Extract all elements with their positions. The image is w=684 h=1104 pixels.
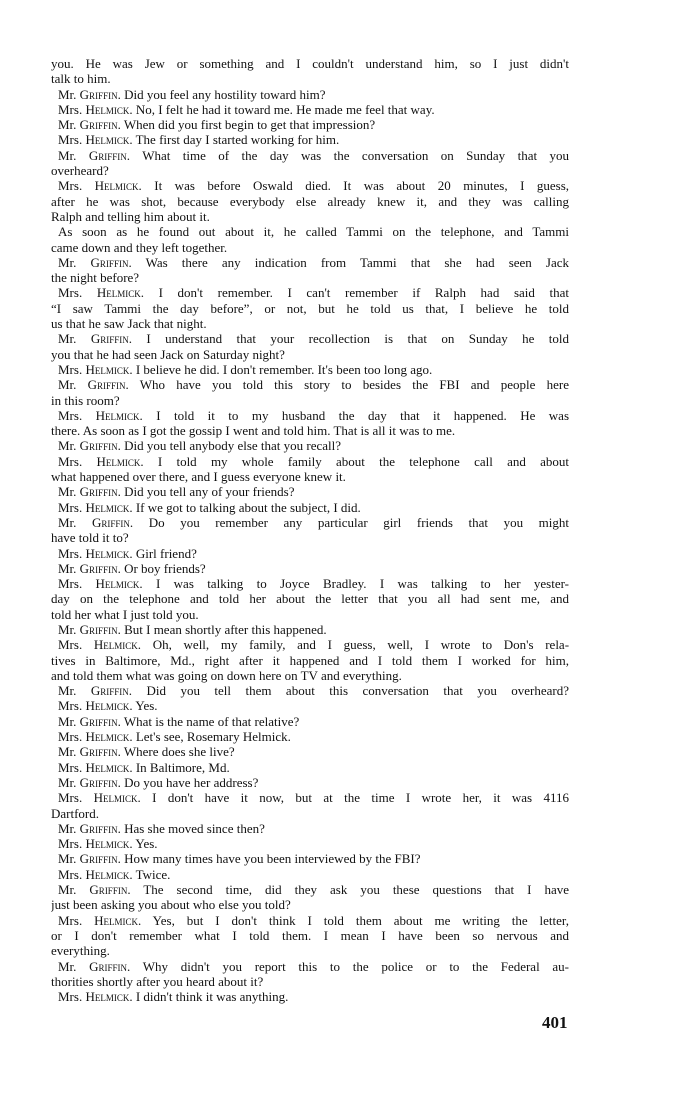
- testimony-paragraph: [51, 408, 569, 439]
- line-text: Oh, well, my family, and I guess, well, I wrote to Don's rela-: [152, 637, 569, 653]
- testimony-paragraph: [51, 561, 569, 576]
- line-text: Where does she live?: [123, 744, 235, 760]
- text-line: [51, 515, 569, 530]
- text-line: [51, 698, 569, 713]
- line-text: in this room?: [51, 392, 120, 408]
- speaker-title: Mrs.: [58, 866, 83, 882]
- speaker-name: Helmick.: [96, 453, 144, 469]
- testimony-paragraph: [51, 622, 569, 637]
- testimony-paragraph: [51, 576, 569, 622]
- testimony-paragraph: [51, 148, 569, 179]
- paragraph: [51, 224, 569, 255]
- line-text: Yes.: [135, 836, 158, 852]
- speaker-name: Griffin.: [90, 254, 132, 270]
- text-line: [51, 928, 569, 943]
- speaker-title: Mr.: [58, 560, 77, 576]
- line-text: came down and they left together.: [51, 239, 228, 255]
- line-text: Twice.: [135, 866, 171, 882]
- line-text: Why didn't you report this to the police or to the Federal au-: [142, 958, 569, 974]
- text-line: [51, 607, 569, 622]
- text-line: [51, 87, 569, 102]
- line-text: The second time, did they ask you these questions that I have: [143, 882, 569, 898]
- line-text: Did you tell them about this conversation that you overheard?: [146, 683, 569, 699]
- speaker-name: Helmick.: [93, 790, 141, 806]
- speaker-title: Mr.: [58, 851, 77, 867]
- testimony-paragraph: [51, 683, 569, 698]
- line-text: I told it to my husband the day that it happened. He was: [156, 407, 569, 423]
- line-text: talk to him.: [51, 71, 111, 87]
- speaker-title: Mr.: [58, 331, 77, 347]
- line-text: I don't have it now, but at the time I wrote her, it was 4116: [152, 790, 569, 806]
- speaker-name: Griffin.: [79, 484, 121, 500]
- line-text: Let's see, Rosemary Helmick.: [135, 729, 291, 745]
- speaker-title: Mrs.: [58, 132, 83, 148]
- line-text: Who have you told this story to besides the FBI and people here: [139, 377, 569, 393]
- speaker-name: Griffin.: [92, 514, 134, 530]
- text-line: [51, 117, 569, 132]
- testimony-paragraph: [51, 285, 569, 331]
- text-line: [51, 897, 569, 912]
- line-text: thorities shortly after you heard about it?: [51, 973, 264, 989]
- line-text: you. He was Jew or something and I couldn't understand him, so I just didn't: [51, 56, 569, 71]
- line-text: Yes.: [135, 698, 158, 714]
- testimony-paragraph: [51, 851, 569, 866]
- line-text: “I saw Tammi the day before”, or not, but he told us that, I believe he told: [51, 300, 569, 316]
- line-text: I told my whole family about the telephone call and about: [157, 453, 569, 469]
- text-line: [51, 974, 569, 989]
- line-text: It was before Oswald died. It was about 20 minutes, I guess,: [154, 178, 569, 194]
- speaker-name: Helmick.: [94, 178, 142, 194]
- speaker-name: Griffin.: [79, 774, 121, 790]
- text-line: [51, 882, 569, 897]
- line-text: If we got to talking about the subject, I did.: [135, 499, 361, 515]
- speaker-name: Helmick.: [85, 989, 133, 1005]
- line-text: Did you tell any of your friends?: [124, 484, 295, 500]
- speaker-title: Mr.: [58, 744, 77, 760]
- testimony-paragraph: [51, 546, 569, 561]
- line-text: I believe he did. I don't remember. It's been too long ago.: [135, 361, 433, 377]
- text-line: [51, 377, 569, 392]
- text-line: [51, 729, 569, 744]
- speaker-title: Mrs.: [58, 698, 83, 714]
- speaker-name: Helmick.: [85, 361, 133, 377]
- text-line: [51, 760, 569, 775]
- testimony-paragraph: [51, 500, 569, 515]
- speaker-name: Helmick.: [85, 729, 133, 745]
- speaker-name: Griffin.: [79, 820, 121, 836]
- speaker-name: Helmick.: [96, 285, 144, 301]
- testimony-paragraph: [51, 454, 569, 485]
- speaker-title: Mrs.: [58, 178, 83, 194]
- text-line: [51, 637, 569, 652]
- line-text: day on the telephone and told her about the letter that you all had sent me, and: [51, 591, 569, 607]
- speaker-title: Mr.: [58, 774, 77, 790]
- text-line: [51, 301, 569, 316]
- testimony-paragraph: [51, 882, 569, 913]
- testimony-paragraph: [51, 698, 569, 713]
- line-text: No, I felt he had it toward me. He made me feel that way.: [135, 101, 435, 117]
- text-line: [51, 331, 569, 346]
- text-line: [51, 316, 569, 331]
- text-line: [51, 408, 569, 423]
- line-text: The first day I started working for him.: [135, 132, 340, 148]
- text-line: [51, 240, 569, 255]
- speaker-title: Mr.: [58, 484, 77, 500]
- text-line: [51, 959, 569, 974]
- line-text: Do you have her address?: [124, 774, 259, 790]
- speaker-title: Mr.: [58, 621, 77, 637]
- line-text: Or boy friends?: [124, 560, 206, 576]
- line-text: I was talking to Joyce Bradley. I was talking to her yester-: [156, 576, 569, 592]
- text-line: [51, 163, 569, 178]
- testimony-paragraph: [51, 515, 569, 546]
- speaker-title: Mrs.: [58, 545, 83, 561]
- speaker-name: Helmick.: [85, 698, 133, 714]
- speaker-name: Griffin.: [79, 438, 121, 454]
- text-line: [51, 622, 569, 637]
- text-line: [51, 806, 569, 821]
- speaker-name: Griffin.: [79, 560, 121, 576]
- testimony-paragraph: [51, 117, 569, 132]
- testimony-paragraph: [51, 637, 569, 683]
- speaker-name: Griffin.: [79, 117, 121, 133]
- text-line: [51, 653, 569, 668]
- speaker-title: Mrs.: [58, 989, 83, 1005]
- speaker-title: Mr.: [58, 713, 77, 729]
- text-line: [51, 867, 569, 882]
- line-text: How many times have you been interviewed by the FBI?: [124, 851, 421, 867]
- text-line: [51, 454, 569, 469]
- line-text: Do you remember any particular girl friends that you might: [148, 514, 569, 530]
- speaker-name: Griffin.: [90, 331, 132, 347]
- line-text: Girl friend?: [135, 545, 197, 561]
- testimony-paragraph: [51, 775, 569, 790]
- text-line: [51, 347, 569, 362]
- testimony-paragraph: [51, 132, 569, 147]
- testimony-paragraph: [51, 913, 569, 959]
- line-text: overheard?: [51, 163, 109, 179]
- line-text: have told it to?: [51, 530, 129, 546]
- testimony-paragraph: [51, 744, 569, 759]
- line-text: just been asking you about who else you told?: [51, 897, 291, 913]
- line-text: Did you feel any hostility toward him?: [124, 86, 326, 102]
- line-text: everything.: [51, 943, 110, 959]
- line-text: I understand that your recollection is that on Sunday he told: [146, 331, 569, 347]
- speaker-name: Helmick.: [85, 101, 133, 117]
- line-text: after he was shot, because everybody else already knew it, and they was calling: [51, 193, 569, 209]
- testimony-paragraph: [51, 87, 569, 102]
- text-line: [51, 530, 569, 545]
- speaker-title: Mrs.: [58, 101, 83, 117]
- text-line: [51, 285, 569, 300]
- speaker-title: Mr.: [58, 820, 77, 836]
- speaker-name: Helmick.: [85, 866, 133, 882]
- line-text: I don't remember. I can't remember if Ralph had said that: [158, 285, 569, 301]
- line-text: When did you first begin to get that impression?: [123, 117, 376, 133]
- line-text: us that he saw Jack that night.: [51, 316, 207, 332]
- speaker-name: Helmick.: [93, 637, 142, 653]
- speaker-title: Mrs.: [58, 285, 83, 301]
- testimony-paragraph: [51, 790, 569, 821]
- page-number: 401: [542, 1013, 568, 1032]
- text-line: [51, 546, 569, 561]
- line-text: and told them what was going on down here on TV and everything.: [51, 667, 402, 683]
- line-text: Has she moved since then?: [124, 820, 265, 836]
- text-line: [51, 362, 569, 377]
- speaker-title: Mr.: [58, 254, 77, 270]
- speaker-name: Helmick.: [94, 912, 142, 928]
- transcript-page: [51, 56, 569, 1004]
- testimony-paragraph: [51, 255, 569, 286]
- testimony-paragraph: [51, 821, 569, 836]
- testimony-paragraph: [51, 989, 569, 1004]
- speaker-title: Mrs.: [58, 637, 83, 653]
- line-text: Was there any indication from Tammi that she had seen Jack: [145, 254, 569, 270]
- line-text: told her what I just told you.: [51, 606, 199, 622]
- line-text: what happened over there, and I guess everyone knew it.: [51, 469, 346, 485]
- paragraph: [51, 56, 569, 87]
- speaker-name: Griffin.: [79, 744, 121, 760]
- line-text: Did you tell anybody else that you recall?: [124, 438, 342, 454]
- speaker-name: Griffin.: [90, 683, 133, 699]
- line-text: As soon as he found out about it, he called Tammi on the telephone, and Tammi: [58, 224, 569, 240]
- text-line: [51, 668, 569, 683]
- testimony-paragraph: [51, 331, 569, 362]
- speaker-name: Griffin.: [88, 147, 130, 163]
- line-text: But I mean shortly after this happened.: [124, 621, 327, 637]
- text-line: [51, 423, 569, 438]
- text-line: [51, 851, 569, 866]
- line-text: tives in Baltimore, Md., right after it happened and I told them I worked for him,: [51, 652, 569, 668]
- line-text: Dartford.: [51, 805, 100, 821]
- speaker-title: Mr.: [58, 377, 77, 393]
- speaker-title: Mr.: [58, 514, 77, 530]
- line-text: I didn't think it was anything.: [135, 989, 289, 1005]
- text-line: [51, 683, 569, 698]
- line-text: the night before?: [51, 270, 140, 286]
- testimony-paragraph: [51, 867, 569, 882]
- text-line: [51, 438, 569, 453]
- speaker-title: Mr.: [58, 683, 77, 699]
- text-line: [51, 270, 569, 285]
- speaker-title: Mr.: [58, 438, 77, 454]
- text-line: [51, 224, 569, 239]
- text-line: [51, 591, 569, 606]
- speaker-name: Griffin.: [89, 882, 131, 898]
- line-text: there. As soon as I got the gossip I went and told him. That is all it was to me.: [51, 423, 456, 439]
- testimony-paragraph: [51, 438, 569, 453]
- text-line: [51, 56, 569, 71]
- speaker-title: Mr.: [58, 882, 77, 898]
- speaker-name: Helmick.: [85, 545, 133, 561]
- testimony-paragraph: [51, 377, 569, 408]
- text-line: [51, 576, 569, 591]
- testimony-paragraph: [51, 760, 569, 775]
- testimony-paragraph: [51, 362, 569, 377]
- speaker-name: Griffin.: [79, 851, 121, 867]
- text-line: [51, 821, 569, 836]
- testimony-paragraph: [51, 729, 569, 744]
- text-line: [51, 132, 569, 147]
- text-line: [51, 209, 569, 224]
- speaker-name: Griffin.: [79, 621, 121, 637]
- testimony-paragraph: [51, 959, 569, 990]
- text-line: [51, 102, 569, 117]
- text-line: [51, 71, 569, 86]
- text-line: [51, 500, 569, 515]
- speaker-title: Mr.: [58, 117, 77, 133]
- text-line: [51, 484, 569, 499]
- text-line: [51, 714, 569, 729]
- line-text: Ralph and telling him about it.: [51, 208, 210, 224]
- speaker-name: Griffin.: [79, 86, 121, 102]
- speaker-name: Griffin.: [89, 958, 131, 974]
- line-text: What time of the day was the conversation on Sunday that you: [142, 147, 569, 163]
- text-line: [51, 989, 569, 1004]
- testimony-paragraph: [51, 178, 569, 224]
- text-line: [51, 775, 569, 790]
- speaker-name: Helmick.: [85, 132, 133, 148]
- speaker-title: Mrs.: [58, 407, 83, 423]
- text-line: [51, 943, 569, 958]
- speaker-name: Helmick.: [85, 499, 133, 515]
- speaker-title: Mrs.: [58, 499, 83, 515]
- speaker-title: Mr.: [58, 86, 77, 102]
- speaker-title: Mrs.: [58, 361, 83, 377]
- text-line: [51, 790, 569, 805]
- speaker-name: Helmick.: [85, 759, 133, 775]
- text-line: [51, 561, 569, 576]
- speaker-name: Helmick.: [85, 836, 133, 852]
- text-line: [51, 836, 569, 851]
- line-text: In Baltimore, Md.: [135, 759, 230, 775]
- speaker-name: Griffin.: [87, 377, 129, 393]
- text-line: [51, 148, 569, 163]
- speaker-name: Helmick.: [95, 576, 143, 592]
- text-line: [51, 194, 569, 209]
- speaker-title: Mrs.: [58, 759, 83, 775]
- line-text: or I don't remember what I told them. I mean I have been so nervous and: [51, 927, 569, 943]
- speaker-title: Mr.: [58, 958, 77, 974]
- speaker-title: Mrs.: [58, 576, 83, 592]
- speaker-title: Mrs.: [58, 453, 83, 469]
- line-text: Yes, but I don't think I told them about me writing the letter,: [152, 912, 569, 928]
- text-line: [51, 913, 569, 928]
- text-line: [51, 744, 569, 759]
- testimony-paragraph: [51, 714, 569, 729]
- speaker-title: Mrs.: [58, 836, 83, 852]
- text-line: [51, 178, 569, 193]
- speaker-title: Mrs.: [58, 729, 83, 745]
- line-text: What is the name of that relative?: [123, 713, 300, 729]
- testimony-paragraph: [51, 836, 569, 851]
- text-line: [51, 255, 569, 270]
- speaker-title: Mr.: [58, 147, 77, 163]
- line-text: you that he had seen Jack on Saturday night?: [51, 346, 285, 362]
- speaker-name: Helmick.: [95, 407, 143, 423]
- text-line: [51, 469, 569, 484]
- speaker-title: Mrs.: [58, 790, 83, 806]
- speaker-title: Mrs.: [58, 912, 83, 928]
- testimony-paragraph: [51, 102, 569, 117]
- speaker-name: Griffin.: [79, 713, 121, 729]
- text-line: [51, 393, 569, 408]
- testimony-paragraph: [51, 484, 569, 499]
